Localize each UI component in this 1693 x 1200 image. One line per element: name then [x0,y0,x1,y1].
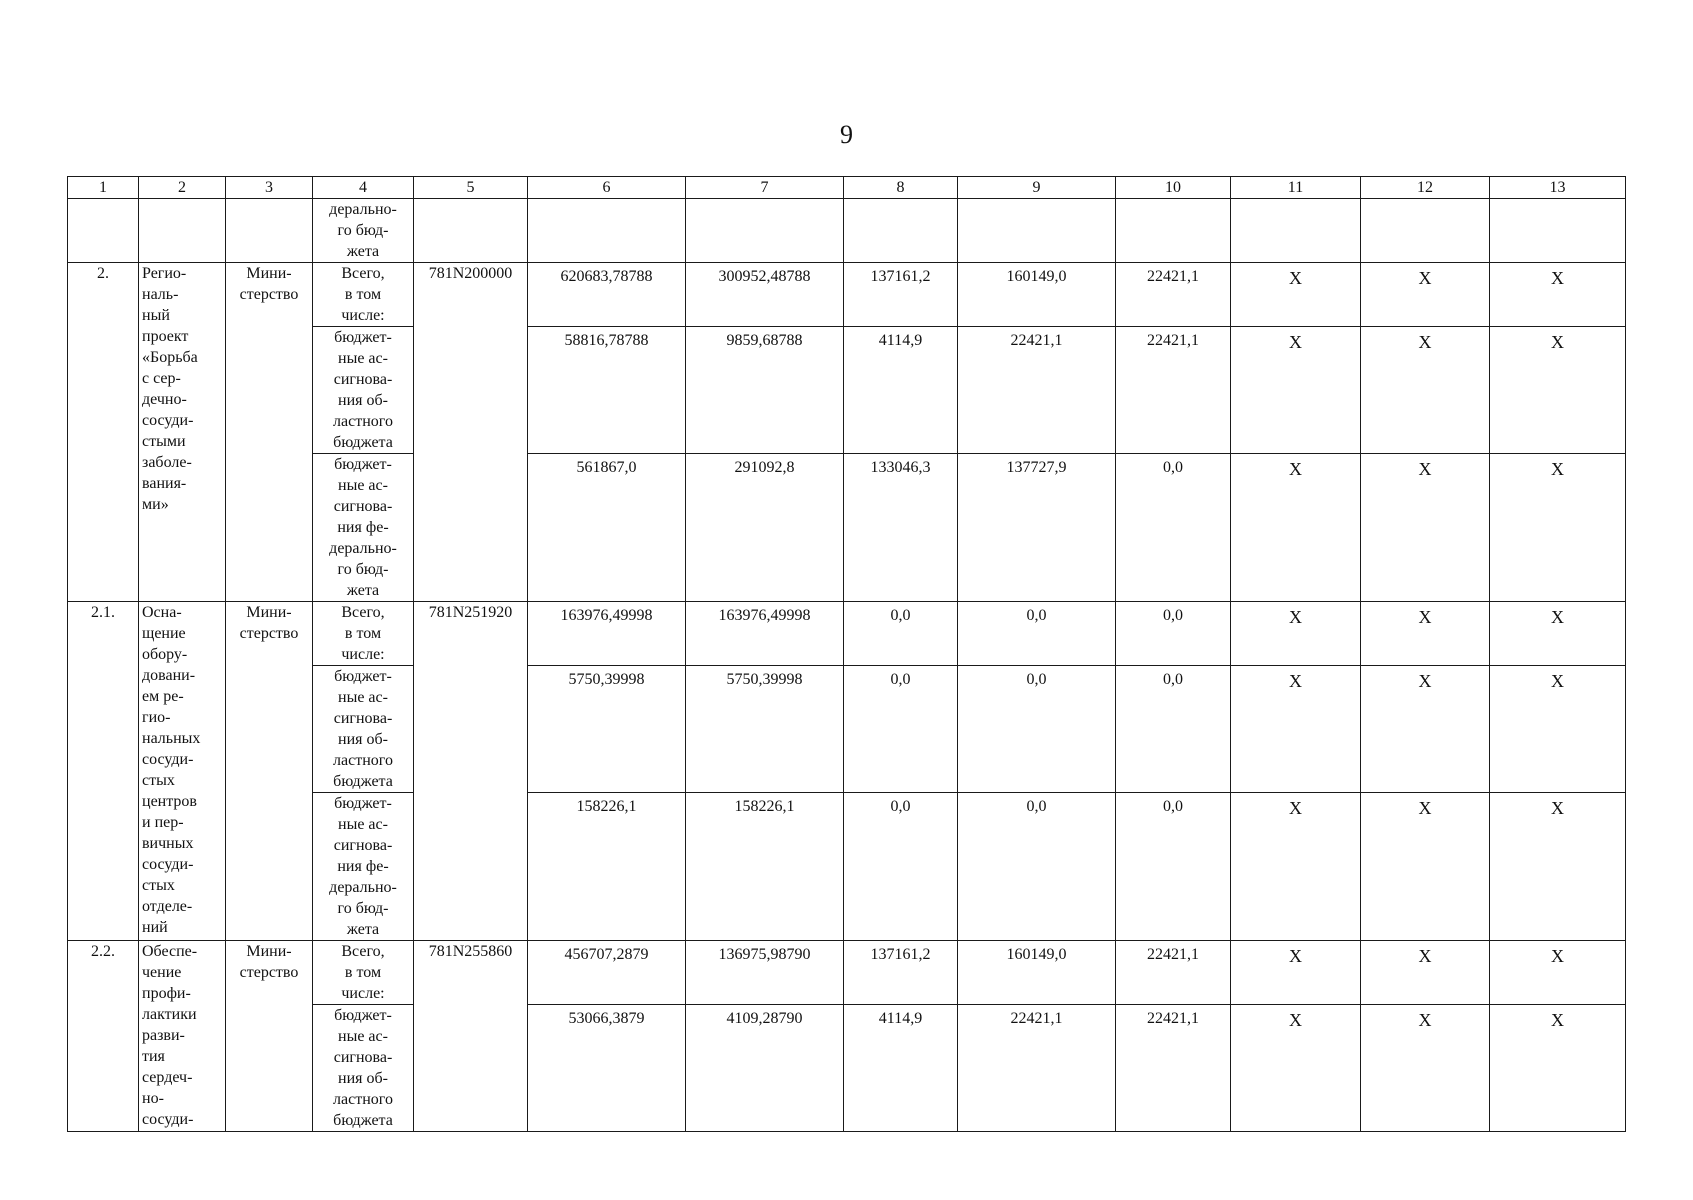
funding-source-cell: бюджет- ные ас- сигнова- ния фе- дерально- го бюд- жета [313,454,414,602]
amount-cell: 4114,9 [844,327,958,454]
amount-cell: 22421,1 [958,327,1116,454]
amount-cell: 22421,1 [1116,1005,1231,1132]
amount-cell: 137727,9 [958,454,1116,602]
funding-source-cell: бюджет- ные ас- сигнова- ния фе- дерально- го бюд- жета [313,793,414,941]
amount-cell: 137161,2 [844,263,958,327]
continuation-row [68,199,1626,263]
amount-cell: 58816,78788 [528,327,686,454]
x-mark-cell: X [1231,666,1361,793]
amount-cell: 137161,2 [844,941,958,1005]
amount-cell: 561867,0 [528,454,686,602]
column-number: 10 [1116,177,1231,199]
funding-source-cell: дерально- го бюд- жета [313,199,414,263]
amount-cell: 163976,49998 [686,602,844,666]
amount-cell: 158226,1 [528,793,686,941]
amount-cell: 22421,1 [958,1005,1116,1132]
amount-cell: 22421,1 [1116,327,1231,454]
funding-source-cell: Всего, в том числе: [313,602,414,666]
funding-source-cell: Всего, в том числе: [313,941,414,1005]
amount-cell: 160149,0 [958,263,1116,327]
amount-cell: 5750,39998 [528,666,686,793]
amount-cell: 456707,2879 [528,941,686,1005]
x-mark-cell: X [1490,666,1626,793]
amount-cell: 163976,49998 [528,602,686,666]
funding-source-cell: бюджет- ные ас- сигнова- ния об- ластного бюджета [313,327,414,454]
column-number: 2 [139,177,226,199]
amount-cell: 4114,9 [844,1005,958,1132]
x-mark-cell: X [1231,602,1361,666]
amount-cell: 0,0 [958,602,1116,666]
item-name-cell: Осна- щение обору- довани- ем ре- гио- нальных сосуди- стых центров и пер- вичных сосуди- стых отделе- ний [139,602,226,941]
amount-cell: 133046,3 [844,454,958,602]
x-mark-cell: X [1490,793,1626,941]
column-number: 7 [686,177,844,199]
x-mark-cell: X [1490,941,1626,1005]
amount-cell: 160149,0 [958,941,1116,1005]
x-mark-cell: X [1231,1005,1361,1132]
x-mark-cell: X [1361,666,1490,793]
executor-cell: Мини- стерство [226,602,313,941]
amount-cell: 0,0 [1116,793,1231,941]
item-number-cell: 2. [68,263,139,602]
funding-source-cell: Всего, в том числе: [313,263,414,327]
amount-cell: 0,0 [1116,602,1231,666]
executor-cell: Мини- стерство [226,941,313,1132]
x-mark-cell: X [1231,327,1361,454]
x-mark-cell: X [1361,327,1490,454]
amount-cell: 136975,98790 [686,941,844,1005]
x-mark-cell: X [1231,793,1361,941]
x-mark-cell: X [1490,1005,1626,1132]
x-mark-cell: X [1231,263,1361,327]
x-mark-cell: X [1361,941,1490,1005]
x-mark-cell: X [1490,327,1626,454]
x-mark-cell: X [1490,602,1626,666]
x-mark-cell: X [1490,454,1626,602]
column-number: 11 [1231,177,1361,199]
amount-cell: 620683,78788 [528,263,686,327]
item-name-cell: Обеспе- чение профи- лактики разви- тия сердеч- но- сосуди- [139,941,226,1132]
x-mark-cell: X [1361,454,1490,602]
amount-cell: 4109,28790 [686,1005,844,1132]
table-row [68,941,1626,1005]
amount-cell: 300952,48788 [686,263,844,327]
column-number: 4 [313,177,414,199]
budget-code-cell: 781N200000 [414,263,528,602]
item-number-cell: 2.1. [68,602,139,941]
column-number: 6 [528,177,686,199]
budget-table [67,176,1626,1132]
item-number-cell: 2.2. [68,941,139,1132]
x-mark-cell: X [1361,263,1490,327]
x-mark-cell: X [1231,941,1361,1005]
budget-code-cell: 781N255860 [414,941,528,1132]
budget-table-body [68,263,1626,1132]
amount-cell: 22421,1 [1116,941,1231,1005]
amount-cell: 0,0 [844,793,958,941]
x-mark-cell: X [1361,602,1490,666]
amount-cell: 5750,39998 [686,666,844,793]
column-number: 1 [68,177,139,199]
x-mark-cell: X [1361,793,1490,941]
amount-cell: 291092,8 [686,454,844,602]
executor-cell: Мини- стерство [226,263,313,602]
column-number: 12 [1361,177,1490,199]
amount-cell: 53066,3879 [528,1005,686,1132]
funding-source-cell: бюджет- ные ас- сигнова- ния об- ластного бюджета [313,1005,414,1132]
x-mark-cell: X [1490,263,1626,327]
amount-cell: 0,0 [958,666,1116,793]
table-row [68,263,1626,327]
column-number: 9 [958,177,1116,199]
item-name-cell: Регио- наль- ный проект «Борьба с сер- дечно- сосуди- стыми заболе- вания- ми» [139,263,226,602]
amount-cell: 22421,1 [1116,263,1231,327]
column-number: 3 [226,177,313,199]
amount-cell: 0,0 [1116,454,1231,602]
column-number: 8 [844,177,958,199]
x-mark-cell: X [1231,454,1361,602]
amount-cell: 158226,1 [686,793,844,941]
amount-cell: 0,0 [844,602,958,666]
column-number: 13 [1490,177,1626,199]
amount-cell: 0,0 [844,666,958,793]
x-mark-cell: X [1361,1005,1490,1132]
column-number-row [68,177,1626,199]
budget-code-cell: 781N251920 [414,602,528,941]
page-number: 9 [840,120,853,149]
amount-cell: 0,0 [1116,666,1231,793]
amount-cell: 0,0 [958,793,1116,941]
funding-source-cell: бюджет- ные ас- сигнова- ния об- ластного бюджета [313,666,414,793]
table-row [68,602,1626,666]
column-number: 5 [414,177,528,199]
amount-cell: 9859,68788 [686,327,844,454]
